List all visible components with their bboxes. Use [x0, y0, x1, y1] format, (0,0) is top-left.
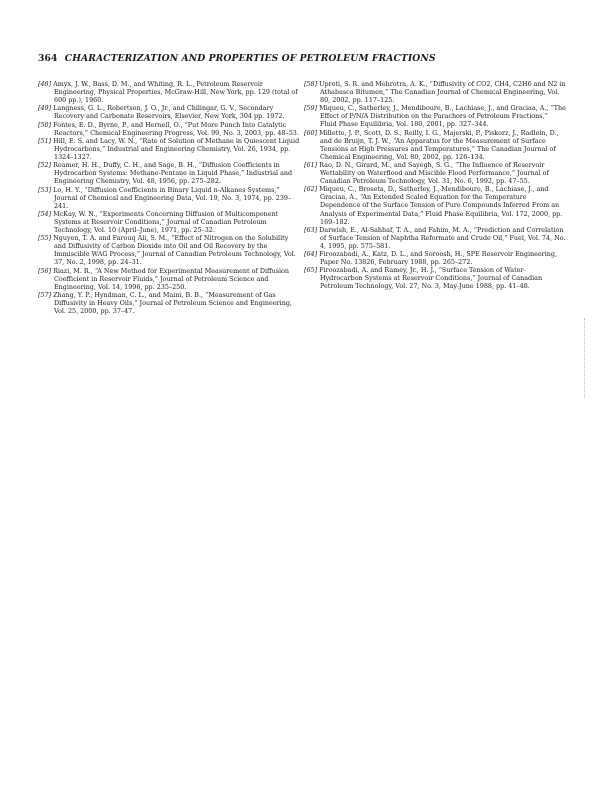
reference-item: [58] Upreti, S. R. and Mehrotra, A. K., “Diffusivity of CO2, CH4, C2H6 and N2 in Athabasca Bitumen,” The Canadian Journal of Chemical Engineering, Vol. 80, 2002, pp. 117–125. — [304, 80, 566, 105]
reference-item: [61] Rao, D. N., Girard, M., and Sayegh, S. G., “The Influence of Reservoir Wettability on Waterflood and Miscible Flood Performance,” Journal of Canadian Petroleum Technology, Vol. 31, No. 6, 1992, pp. 47–55. — [304, 161, 549, 186]
reference-item: [50] Fontes, E. D., Byrne, P., and Hernell, O., “Put More Punch Into Catalytic Reactors,” Chemical Engineering Progress, Vol. 99, No. 3, 2003, pp. 48–53. — [38, 120, 299, 137]
reference-item: [65] Firoozabadi, A. and Ramey, Jr., H. J., “Surface Tension of Water-Hydrocarbon Systems at Reservoir Conditions,” Journal of Canadian Petroleum Technology, Vol. 27, No. 3, May-June 1988, pp. 41–48. — [304, 266, 543, 291]
reference-item: [52] Reamer, H. H., Duffy, C. H., and Sage, B. H., “Diffusion Coefficients in Hydrocarbon Systems: Methane-Pentane in Liquid Phase,” Industrial and Engineering Chemistry, Vol. 48, 1956, pp. 275–282. — [38, 161, 293, 186]
reference-item: [55] Nguyen, T. A. and Farouq Ali, S. M., “Effect of Nitrogen on the Solubility and Diffusivity of Carbon Dioxide into Oil and Oil Recovery by the Immiscible WAG Process,” Journal of Canadian Petroleum Technology, Vol. 37, No. 2, 1998, pp. 24–31. — [38, 234, 296, 267]
reference-item: [59] Miqueu, C., Satherley, J., Mendiboure, B., Lachiase, J., and Graciaa, A., “The Effect of P/N/A Distribution on the Parachors of Petroleum Fractions,” Fluid Phase Equilibria, Vol. 180, 2001, pp. 327–344. — [304, 104, 566, 129]
margin-dotted-line — [584, 318, 586, 398]
reference-item: [57] Zhang, Y. P., Hyndman, C. L., and Maini, B. B., “Measurement of Gas Diffusivity in Heavy Oils,” Journal of Petroleum Science and Engineering, Vol. 25, 2000, pp. 37–47. — [38, 290, 292, 315]
reference-item: [54] McKay, W. N., “Experiments Concerning Diffusion of Multicomponent Systems at Reservoir Conditions,” Journal of Canadian Petroleum Technology, Vol. 10 (April–June), 1971, pp. 25–32. — [38, 209, 279, 234]
running-header — [38, 53, 436, 64]
references-right-column — [304, 80, 566, 291]
running-title: CHARACTERIZATION AND PROPERTIES OF PETROLEUM FRACTIONS — [64, 53, 436, 64]
reference-item: [63] Darwish, E., Al-Sahhaf, T. A., and Fahim, M. A., “Prediction and Correlation of Surface Tension of Naphtha Reformate and Crude Oil,” Fuel, Vol. 74, No. 4, 1995, pp. 575–581. — [304, 225, 566, 250]
reference-item: [48] Amyx, J. W., Bass, D. M., and Whiting, R. L., Petroleum Reservoir Engineering, Physical Properties, McGraw-Hill, New York, pp. 129 (total of 600 pp.), 1960. — [38, 80, 298, 105]
reference-item: [51] Hill, E. S. and Lacy, W. N., “Rate of Solution of Methane in Quiescent Liquid Hydrocarbons,” Industrial and Engineering Chemistry, Vol. 26, 1934, pp. 1324–1327. — [38, 136, 300, 161]
reference-item: [56] Riazi, M. R., “A New Method for Experimental Measurement of Diffusion Coefficient in Reservoir Fluids,” Journal of Petroleum Science and Engineering, Vol. 14, 1996, pp. 235–250. — [38, 266, 289, 291]
reference-item: [62] Miqueu, C., Broseta, D., Satherley, J., Mendiboure, B., Lachiase, J., and Graciaa, A., “An Extended Scaled Equation for the Temperature Dependence of the Surface Tension of Pure Compounds Inferred From an Analysis of Experimental Data,” Fluid Phase Equilibria, Vol. 172, 2000, pp. 169–182. — [304, 185, 563, 226]
reference-item: [53] Lo, H. Y., “Diffusion Coefficients in Binary Liquid n-Alkanes Systems,” Journal of Chemical and Engineering Data, Vol. 19, No. 3, 1974, pp. 239–241. — [38, 185, 292, 210]
reference-item: [49] Langness, G. L., Robertson, J. O., Jr., and Chilingar, G. V., Secondary Recovery and Carbonate Reservoirs, Elsevier, New York, 304 pp. 1972. — [38, 104, 285, 121]
reference-item: [60] Millette, J. P., Scott, D. S., Reilly, I. G., Majerski, P., Piskorz, J., Radlein, D., and de Bruijn, T. J. W., “An Apparatus for the Measurement of Surface Tensions at High Pressures and Temperatures,” The Canadian Journal of Chemical Engineering, Vol. 80, 2002, pp. 126–134. — [304, 128, 559, 161]
page-number: 364 — [38, 53, 58, 64]
reference-item: [64] Firoozabadi, A., Katz, D. L., and Soroosh, H., SPE Reservoir Engineering, Paper No. 13826, February 1988, pp. 265–272. — [304, 250, 558, 267]
references-left-column — [38, 80, 300, 315]
